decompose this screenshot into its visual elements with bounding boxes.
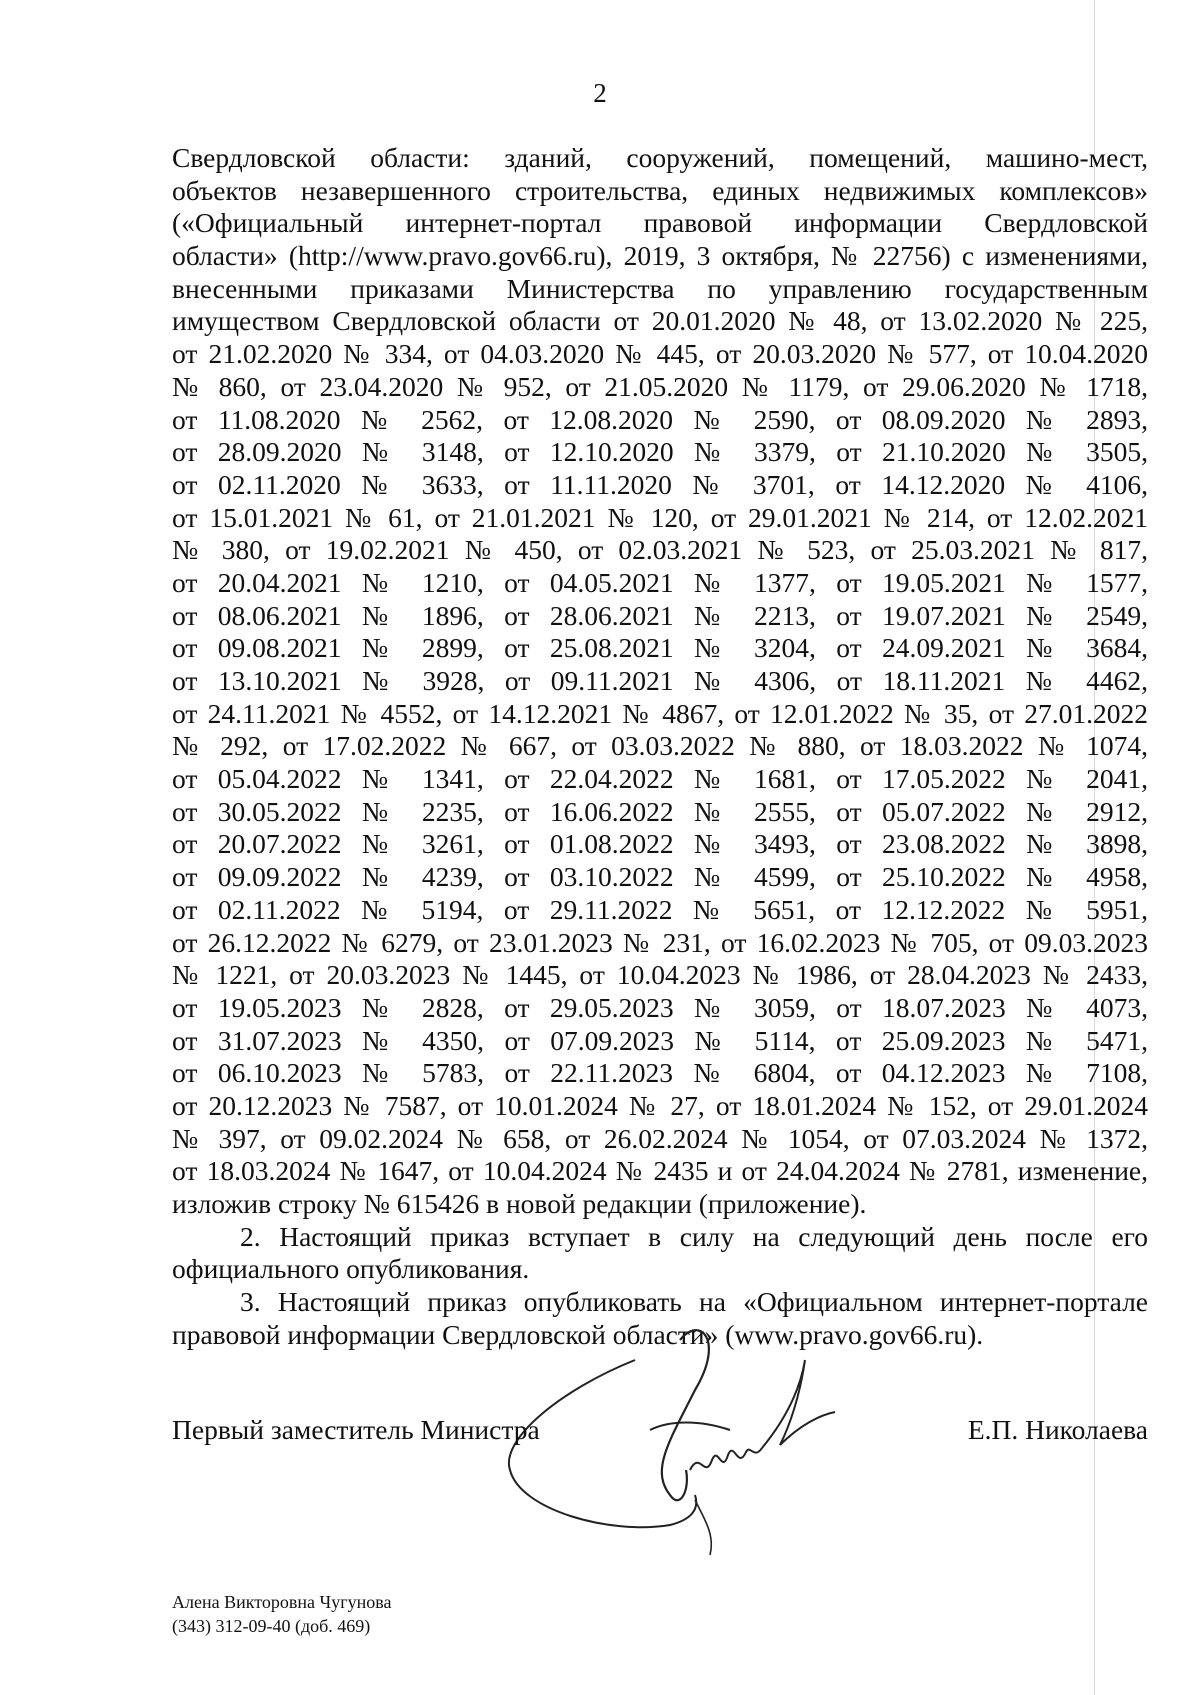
executor-info <box>172 1590 391 1638</box>
text-line: № 292, от 17.02.2022 № 667, от 03.03.2022 № 880, от 18.03.2022 № 1074, <box>172 730 1148 762</box>
text-line: от 21.02.2020 № 334, от 04.03.2020 № 445, от 20.03.2020 № 577, от 10.04.2020 <box>172 338 1148 370</box>
text-line: от 09.08.2021 № 2899, от 25.08.2021 № 3204, от 24.09.2021 № 3684, <box>172 632 1148 664</box>
text-line: от 02.11.2020 № 3633, от 11.11.2020 № 3701, от 14.12.2020 № 4106, <box>172 468 1148 500</box>
text-line: 3. Настоящий приказ опубликовать на «Официальном интернет-портале <box>240 1286 1148 1318</box>
signatory-name: Е.П. Николаева <box>967 1414 1148 1445</box>
text-line: от 13.10.2021 № 3928, от 09.11.2021 № 4306, от 18.11.2021 № 4462, <box>172 665 1148 696</box>
paragraph-1 <box>172 142 1148 1221</box>
text-line: («Официальный интернет-портал правовой информации Свердловской <box>172 207 1148 239</box>
text-line: официального опубликования. <box>172 1253 530 1285</box>
text-line: изложив строку № 615426 в новой редакции (приложение). <box>172 1188 867 1219</box>
text-line: от 24.11.2021 № 4552, от 14.12.2021 № 4867, от 12.01.2022 № 35, от 27.01.2022 <box>172 697 1148 729</box>
signatory-title: Первый заместитель Министра <box>172 1414 540 1445</box>
text-line: 2. Настоящий приказ вступает в силу на следующий день после его <box>240 1220 1148 1252</box>
text-line: правовой информации Свердловской области» (www.pravo.gov66.ru). <box>172 1318 984 1350</box>
text-line: № 397, от 09.02.2024 № 658, от 26.02.2024 № 1054, от 07.03.2024 № 1372, <box>172 1122 1148 1154</box>
paragraph-2 <box>172 1221 1148 1286</box>
handwritten-signature <box>500 1320 860 1570</box>
text-line: от 20.07.2022 № 3261, от 01.08.2022 № 3493, от 23.08.2022 № 3898, <box>172 828 1148 860</box>
text-line: от 15.01.2021 № 61, от 21.01.2021 № 120, от 29.01.2021 № 214, от 12.02.2021 <box>172 501 1148 533</box>
page-number: 2 <box>593 78 607 108</box>
text-line: объектов незавершенного строительства, единых недвижимых комплексов» <box>172 174 1148 206</box>
text-line: от 28.09.2020 № 3148, от 12.10.2020 № 3379, от 21.10.2020 № 3505, <box>172 436 1148 468</box>
text-line: от 05.04.2022 № 1341, от 22.04.2022 № 1681, от 17.05.2022 № 2041, <box>172 763 1148 795</box>
text-line: от 11.08.2020 № 2562, от 12.08.2020 № 2590, от 08.09.2020 № 2893, <box>172 403 1148 435</box>
text-line: имуществом Свердловской области от 20.01.2020 № 48, от 13.02.2020 № 225, <box>172 305 1148 337</box>
text-line: от 26.12.2022 № 6279, от 23.01.2023 № 231, от 16.02.2023 № 705, от 09.03.2023 <box>172 926 1148 958</box>
text-line: от 30.05.2022 № 2235, от 16.06.2022 № 2555, от 05.07.2022 № 2912, <box>172 795 1148 827</box>
text-line: № 1221, от 20.03.2023 № 1445, от 10.04.2023 № 1986, от 28.04.2023 № 2433, <box>172 959 1148 991</box>
text-line: от 31.07.2023 № 4350, от 07.09.2023 № 5114, от 25.09.2023 № 5471, <box>172 1024 1148 1056</box>
text-line: № 380, от 19.02.2021 № 450, от 02.03.2021 № 523, от 25.03.2021 № 817, <box>172 534 1148 566</box>
text-line: внесенными приказами Министерства по управлению государственным <box>172 272 1148 304</box>
text-line: от 20.04.2021 № 1210, от 04.05.2021 № 1377, от 19.05.2021 № 1577, <box>172 566 1148 598</box>
text-line: от 18.03.2024 № 1647, от 10.04.2024 № 2435 и от 24.04.2024 № 2781, изменение, <box>172 1155 1148 1187</box>
text-line: от 08.06.2021 № 1896, от 28.06.2021 № 2213, от 19.07.2021 № 2549, <box>172 599 1148 631</box>
document-body <box>172 142 1148 1351</box>
text-line: от 09.09.2022 № 4239, от 03.10.2022 № 4599, от 25.10.2022 № 4958, <box>172 861 1148 893</box>
text-line: от 06.10.2023 № 5783, от 22.11.2023 № 6804, от 04.12.2023 № 7108, <box>172 1057 1148 1089</box>
text-line: Свердловской области: зданий, сооружений, помещений, машино-мест, <box>172 142 1148 173</box>
text-line: № 860, от 23.04.2020 № 952, от 21.05.2020 № 1179, от 29.06.2020 № 1718, <box>172 370 1148 402</box>
text-line: от 19.05.2023 № 2828, от 29.05.2023 № 3059, от 18.07.2023 № 4073, <box>172 991 1148 1023</box>
text-line: области» (http://www.pravo.gov66.ru), 2019, 3 октября, № 22756) с изменениями, <box>172 240 1148 272</box>
text-line: от 02.11.2022 № 5194, от 29.11.2022 № 5651, от 12.12.2022 № 5951, <box>172 893 1148 925</box>
executor-phone: (343) 312-09-40 (доб. 469) <box>172 1616 371 1636</box>
text-line: от 20.12.2023 № 7587, от 10.01.2024 № 27, от 18.01.2024 № 152, от 29.01.2024 <box>172 1089 1148 1121</box>
executor-name: Алена Викторовна Чугунова <box>172 1592 392 1612</box>
